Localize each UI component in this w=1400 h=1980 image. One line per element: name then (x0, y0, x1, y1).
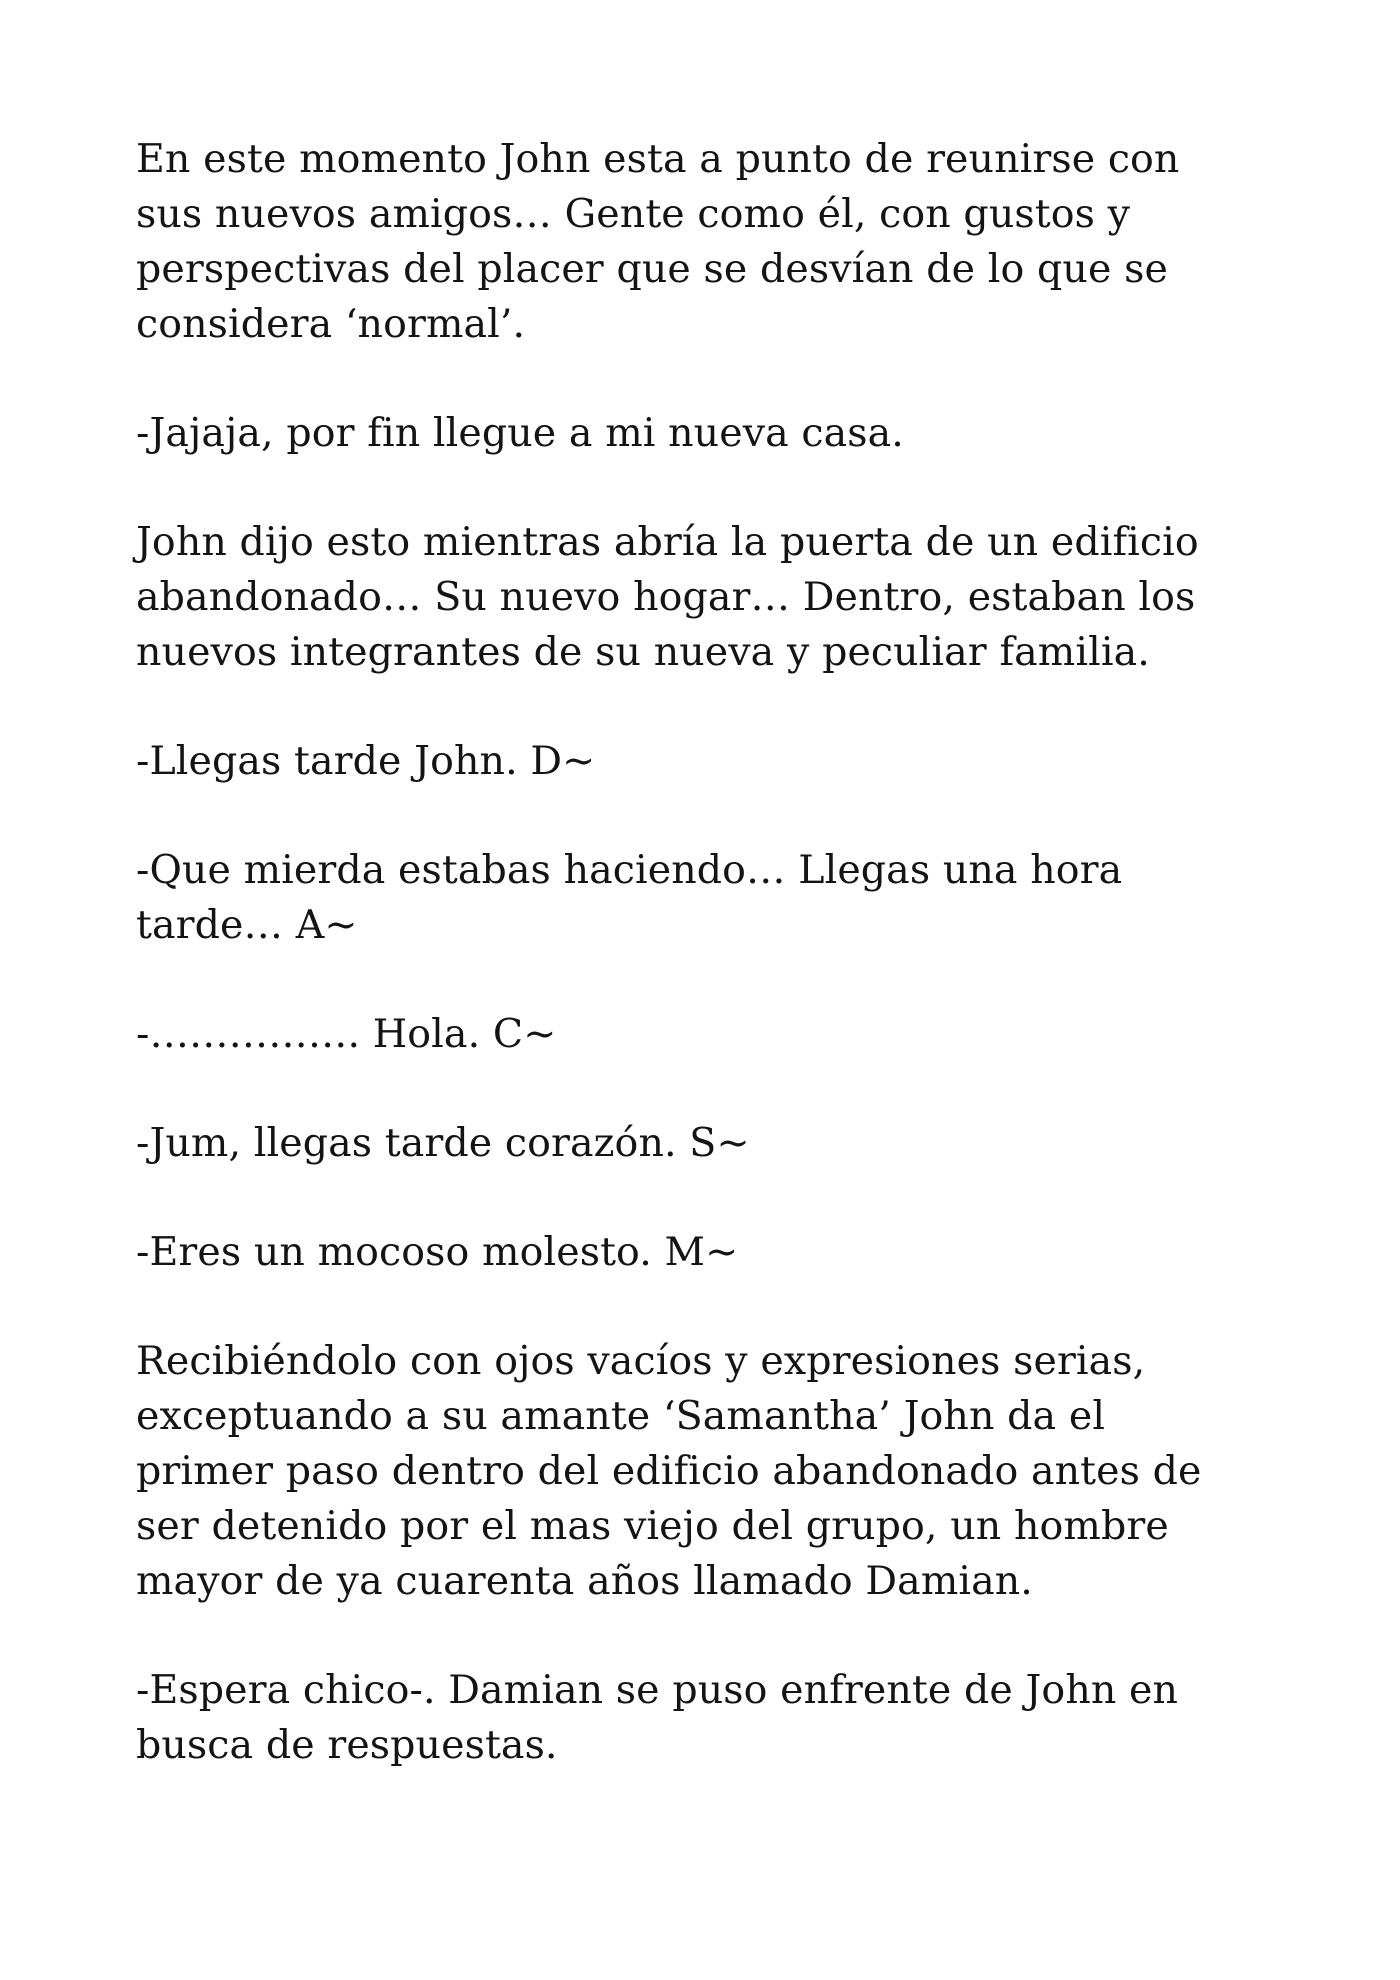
text-line: ser detenido por el mas viejo del grupo, un hombre (136, 1503, 1169, 1549)
paragraph (136, 132, 1316, 352)
text-line: busca de respuestas. (136, 1722, 558, 1768)
text-line: tarde… A~ (136, 902, 358, 948)
paragraph (136, 1663, 1316, 1773)
paragraph (136, 515, 1316, 680)
paragraph (136, 1334, 1316, 1609)
text-line: -Llegas tarde John. D~ (136, 738, 596, 784)
text-line: perspectivas del placer que se desvían de lo que se (136, 246, 1168, 292)
paragraph (136, 1007, 1316, 1062)
text-line: mayor de ya cuarenta años llamado Damian. (136, 1558, 1033, 1604)
text-line: sus nuevos amigos… Gente como él, con gustos y (136, 191, 1131, 237)
text-line: -……………. Hola. C~ (136, 1011, 557, 1057)
text-line: nuevos integrantes de su nueva y peculiar familia. (136, 629, 1150, 675)
story-text (136, 132, 1316, 1827)
text-line: -Eres un mocoso molesto. M~ (136, 1229, 739, 1275)
text-line: abandonado… Su nuevo hogar… Dentro, estaban los (136, 574, 1196, 620)
paragraph (136, 1116, 1316, 1171)
paragraph (136, 406, 1316, 461)
paragraph (136, 843, 1316, 953)
text-line: -Espera chico-. Damian se puso enfrente de John en (136, 1667, 1179, 1713)
paragraph (136, 1225, 1316, 1280)
text-line: -Jajaja, por fin llegue a mi nueva casa. (136, 410, 904, 456)
text-line: -Que mierda estabas haciendo… Llegas una hora (136, 847, 1123, 893)
paragraph (136, 734, 1316, 789)
text-line: Recibiéndolo con ojos vacíos y expresiones serias, (136, 1338, 1146, 1384)
text-line: -Jum, llegas tarde corazón. S~ (136, 1120, 750, 1166)
text-line: considera ‘normal’. (136, 301, 526, 347)
text-line: En este momento John esta a punto de reunirse con (136, 136, 1180, 182)
text-line: John dijo esto mientras abría la puerta de un edificio (136, 519, 1199, 565)
text-line: primer paso dentro del edificio abandonado antes de (136, 1448, 1202, 1494)
text-line: exceptuando a su amante ‘Samantha’ John da el (136, 1393, 1106, 1439)
